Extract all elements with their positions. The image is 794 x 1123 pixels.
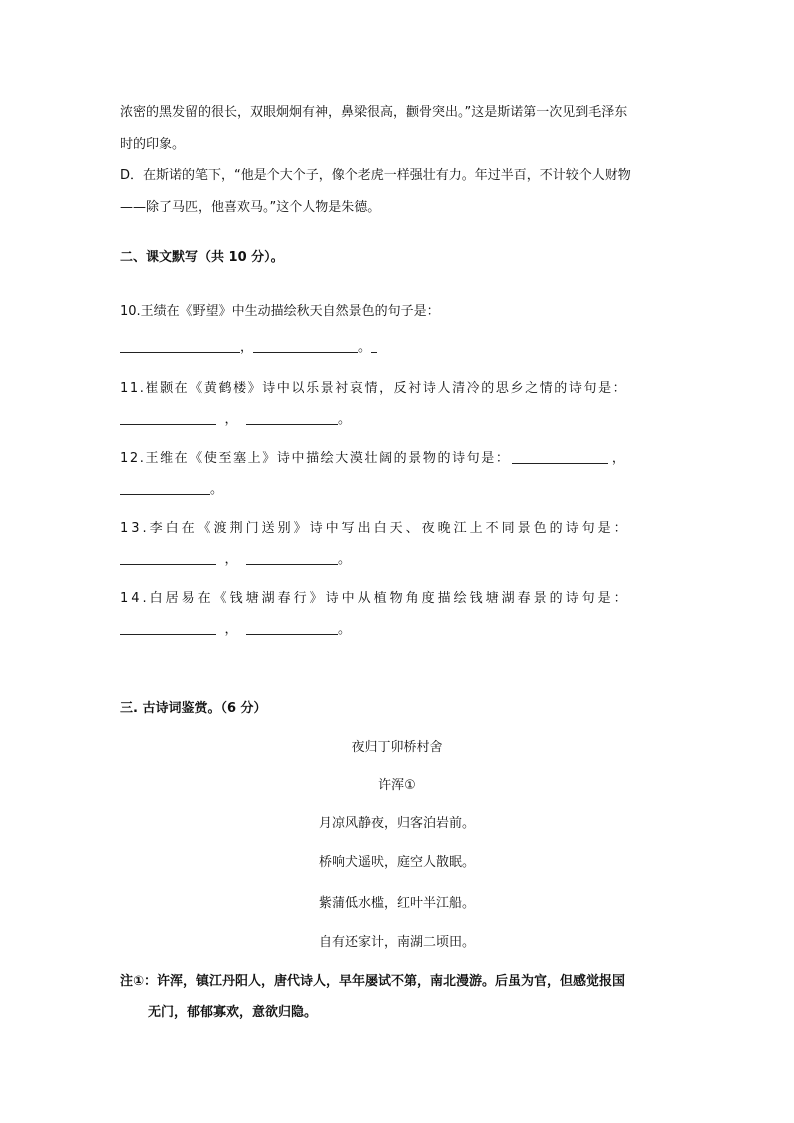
poem-line-1: 月凉风静夜，归客泊岩前。 bbox=[318, 816, 475, 831]
answer-blank[interactable] bbox=[120, 481, 210, 495]
question-14-answer-line bbox=[120, 621, 351, 639]
question-11-answer-line bbox=[120, 411, 351, 429]
question-13: 13.李白在《渡荆门送别》诗中写出白天、夜晚江上不同景色的诗句是： bbox=[120, 521, 630, 536]
poem-note-line2: 无门，郁郁寡欢，意欲归隐。 bbox=[148, 1005, 318, 1020]
comma: ， bbox=[611, 451, 627, 466]
answer-blank[interactable] bbox=[120, 339, 240, 353]
answer-blank[interactable] bbox=[512, 450, 608, 464]
poem-title: 夜归丁卯桥村舍 bbox=[351, 740, 443, 755]
period: 。 bbox=[358, 340, 372, 355]
question-12 bbox=[120, 450, 626, 468]
period: 。 bbox=[210, 482, 224, 497]
question-12-text: 12.王维在《使至塞上》诗中描绘大漠壮阔的景物的诗句是： bbox=[120, 451, 511, 466]
answer-blank[interactable] bbox=[120, 551, 216, 565]
question-12-answer-line bbox=[120, 481, 223, 499]
question-10-answer-line bbox=[120, 339, 377, 357]
answer-blank[interactable] bbox=[120, 411, 216, 425]
poem-line-3: 紫蒲低水槛，红叶半江船。 bbox=[318, 896, 475, 911]
period: 。 bbox=[338, 552, 352, 567]
option-d-line1: D．在斯诺的笔下，“他是个大个子，像个老虎一样强壮有力。年过半百，不计较个人财物 bbox=[120, 168, 631, 183]
poem-line-4: 自有还家计，南湖二顷田。 bbox=[318, 935, 475, 950]
answer-blank[interactable] bbox=[246, 621, 338, 635]
option-c-continued-line1: 浓密的黑发留的很长，双眼炯炯有神，鼻梁很高，颧骨突出。”这是斯诺第一次见到毛泽东 bbox=[120, 105, 628, 120]
period: 。 bbox=[338, 412, 352, 427]
answer-blank[interactable] bbox=[120, 621, 216, 635]
poem-author: 许浑① bbox=[378, 778, 416, 793]
comma: ， bbox=[224, 412, 238, 427]
comma: ， bbox=[224, 622, 238, 637]
section-two-heading: 二、课文默写（共 10 分）。 bbox=[120, 250, 284, 265]
question-10: 10.王绩在《野望》中生动描绘秋天自然景色的句子是： bbox=[120, 304, 440, 319]
question-14: 14.白居易在《钱塘湖春行》诗中从植物角度描绘钱塘湖春景的诗句是： bbox=[120, 591, 630, 606]
comma: ， bbox=[224, 552, 238, 567]
answer-blank[interactable] bbox=[246, 551, 338, 565]
answer-blank[interactable] bbox=[253, 339, 358, 353]
poem-note-line1: 注①：许浑，镇江丹阳人，唐代诗人，早年屡试不第，南北漫游。后虽为官，但感觉报国 bbox=[120, 974, 626, 989]
answer-blank[interactable] bbox=[246, 411, 338, 425]
period: 。 bbox=[338, 622, 352, 637]
option-d-line2: ——除了马匹，他喜欢马。”这个人物是朱德。 bbox=[120, 200, 381, 215]
question-11: 11.崔颢在《黄鹤楼》诗中以乐景衬哀情，反衬诗人清冷的思乡之情的诗句是： bbox=[120, 381, 628, 396]
comma: ， bbox=[240, 340, 254, 355]
question-13-answer-line bbox=[120, 551, 351, 569]
poem-line-2: 桥响犬遥吠，庭空人散眠。 bbox=[318, 855, 475, 870]
section-three-heading: 三. 古诗词鉴赏。（6 分） bbox=[120, 701, 267, 716]
option-c-continued-line2: 时的印象。 bbox=[120, 137, 186, 152]
